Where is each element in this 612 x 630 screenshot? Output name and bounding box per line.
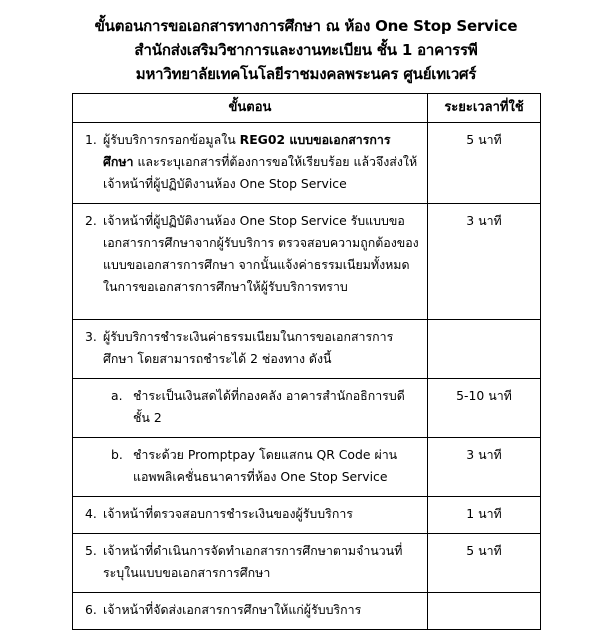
step-duration: 3 นาที — [428, 438, 541, 497]
step-duration: 5 นาที — [428, 123, 541, 204]
step-text: ผู้รับบริการชำระเงินค่าธรรมเนียมในการขอเอกสารการศึกษา โดยสามารถชำระได้ 2 ช่องทาง ดังนี้ — [103, 329, 394, 366]
step-number: 3. — [85, 329, 97, 344]
document-title-block — [0, 14, 612, 86]
step-duration: 3 นาที — [428, 204, 541, 320]
table-row — [73, 204, 541, 320]
form-name: REG02 แบบขอเอกสารการศึกษา — [103, 132, 391, 169]
step-duration: 1 นาที — [428, 497, 541, 534]
substep-letter: b. — [111, 447, 123, 462]
header-duration: ระยะเวลาที่ใช้ — [428, 94, 541, 123]
step-text: เจ้าหน้าที่ดำเนินการจัดทำเอกสารการศึกษาตามจำนวนที่ระบุในแบบขอเอกสารการศึกษา — [103, 543, 403, 580]
step-number: 6. — [85, 602, 97, 617]
step-number: 5. — [85, 543, 97, 558]
table-row — [73, 438, 541, 497]
table-row — [73, 593, 541, 630]
title-line-3: มหาวิทยาลัยเทคโนโลยีราชมงคลพระนคร ศูนย์เทเวศร์ — [135, 65, 477, 83]
step-duration — [428, 320, 541, 379]
table-row — [73, 123, 541, 204]
step-text: เจ้าหน้าที่จัดส่งเอกสารการศึกษาให้แก่ผู้รับบริการ — [103, 602, 362, 617]
step-text: เจ้าหน้าที่ผู้ปฏิบัติงานห้อง One Stop Service รับแบบขอเอกสารการศึกษาจากผู้รับบริการ ตรวจสอบความถูกต้องของแบบขอเอกสารการศึกษา จากนั้นแจ้งค่าธรรมเนียมทั้งหมดในการขอเอกสารการศึกษาให้ผู้รับบริการทราบ — [103, 213, 419, 294]
title-line-2: สำนักส่งเสริมวิชาการและงานทะเบียน ชั้น 1 อาคารรพี — [134, 41, 478, 59]
step-text: ชำระเป็นเงินสดได้ที่กองคลัง อาคารสำนักอธิการบดี ชั้น 2 — [133, 388, 405, 425]
step-duration: 5 นาที — [428, 534, 541, 593]
table-row — [73, 534, 541, 593]
table-row — [73, 320, 541, 379]
step-number: 2. — [85, 213, 97, 228]
step-number: 4. — [85, 506, 97, 521]
step-text: เจ้าหน้าที่ตรวจสอบการชำระเงินของผู้รับบริการ — [103, 506, 353, 521]
table-row — [73, 379, 541, 438]
table-row — [73, 497, 541, 534]
substep-letter: a. — [111, 388, 123, 403]
header-step: ขั้นตอน — [73, 94, 428, 123]
table-header-row — [73, 94, 541, 123]
step-duration: 5-10 นาที — [428, 379, 541, 438]
step-text: ผู้รับบริการกรอกข้อมูลใน REG02 แบบขอเอกสารการศึกษา และระบุเอกสารที่ต้องการขอให้เรียบร้อย แล้วจึงส่งให้เจ้าหน้าที่ผู้ปฏิบัติงานห้อง One Stop Service — [103, 132, 418, 191]
step-text: ชำระด้วย Promptpay โดยแสกน QR Code ผ่านแอพพลิเคชั่นธนาคารที่ห้อง One Stop Service — [133, 447, 398, 484]
step-duration — [428, 593, 541, 630]
procedure-table — [72, 93, 541, 630]
title-line-1: ขั้นตอนการขอเอกสารทางการศึกษา ณ ห้อง One Stop Service — [94, 17, 518, 35]
step-number: 1. — [85, 132, 97, 147]
